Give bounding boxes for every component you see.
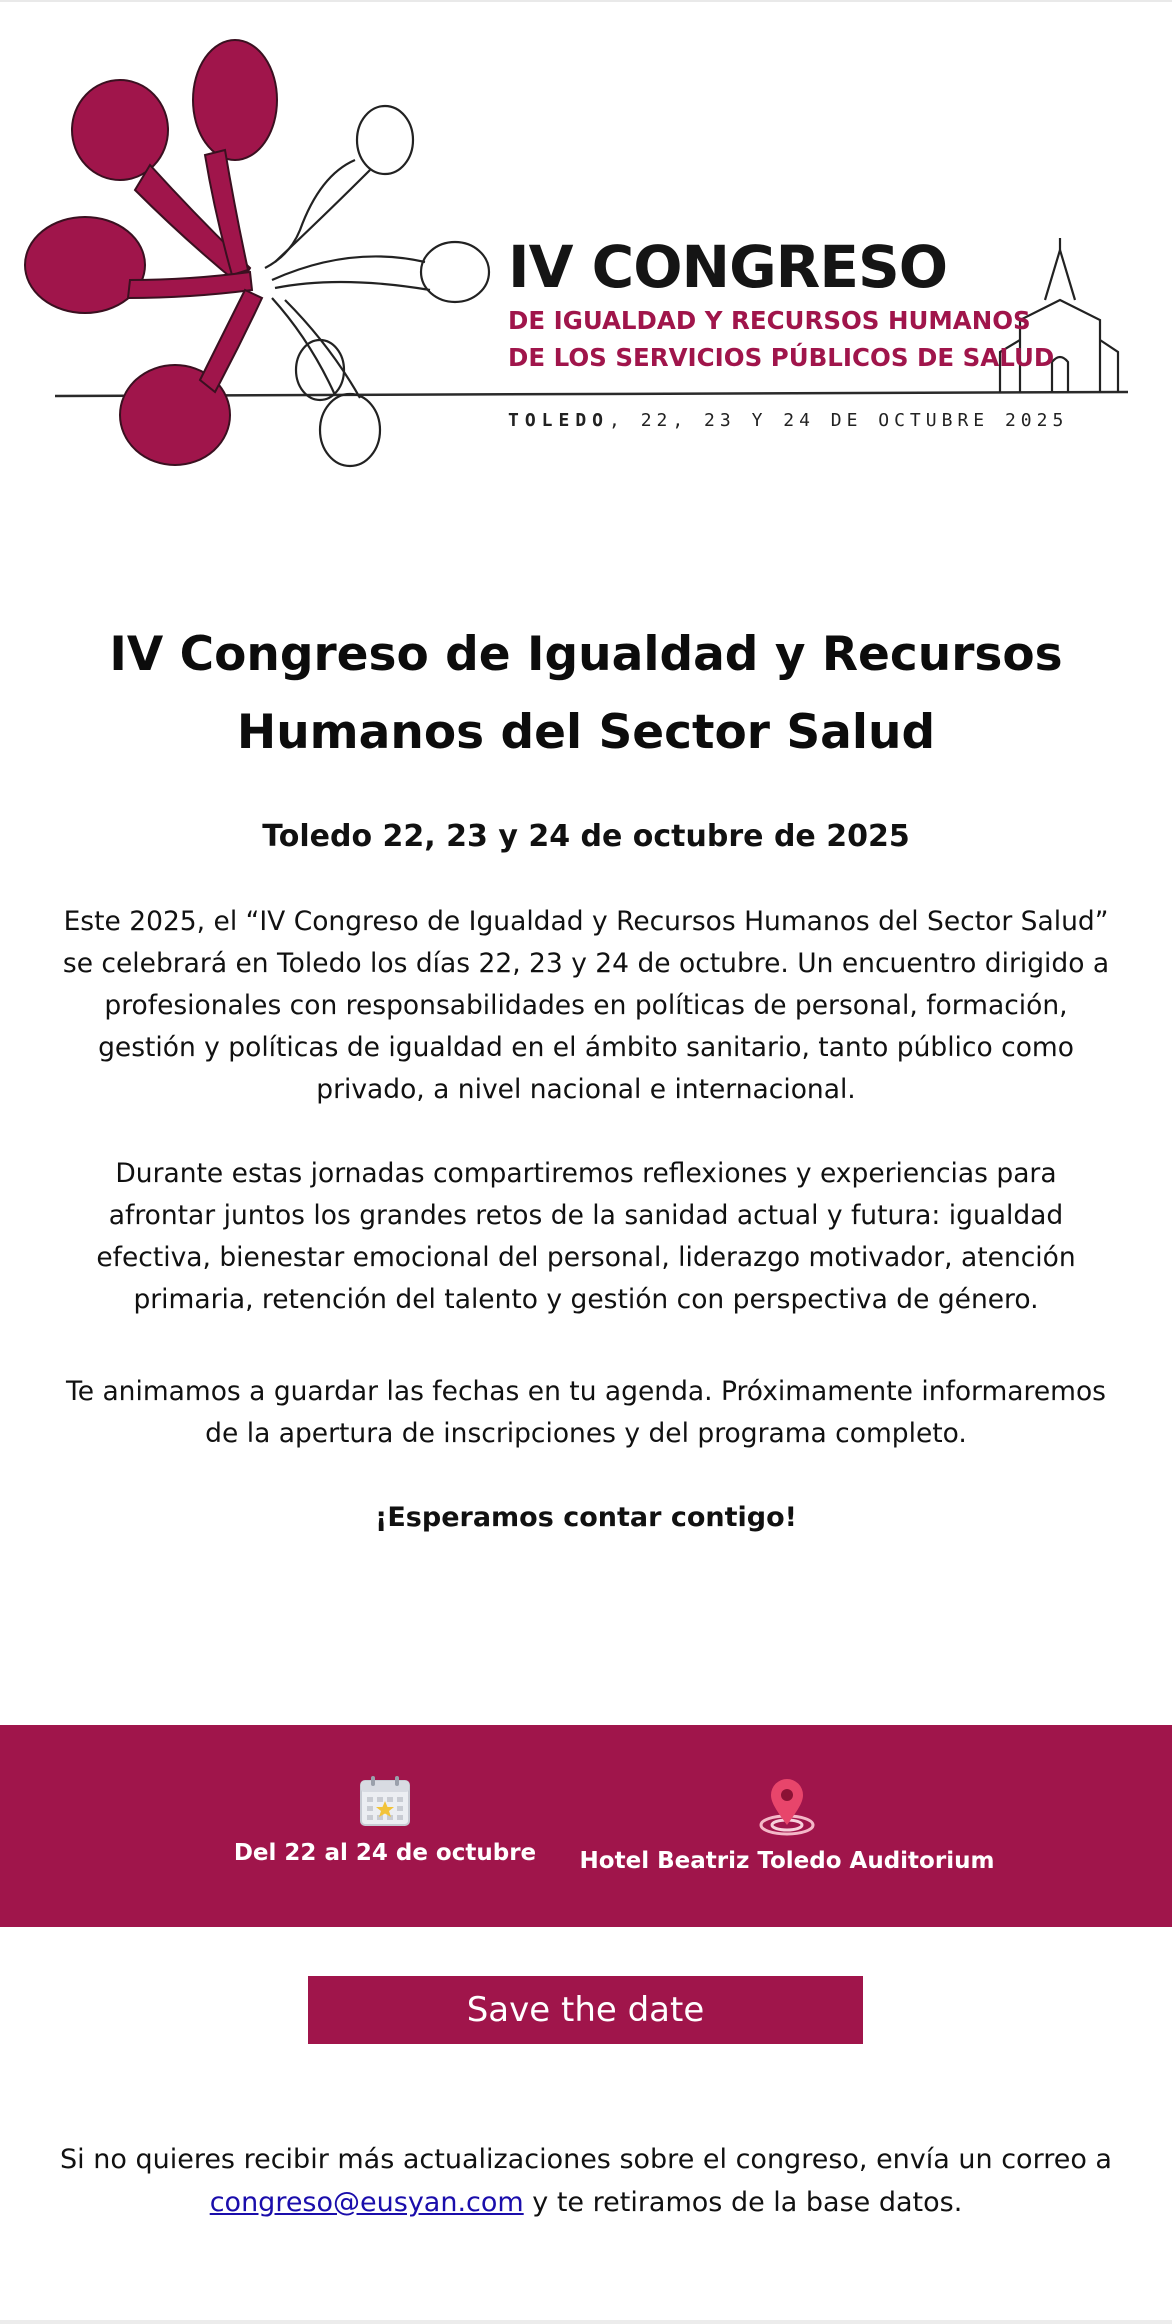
save-the-date-button[interactable]: Save the date — [308, 1976, 863, 2044]
logo-city: TOLEDO — [508, 410, 610, 431]
event-location-info — [570, 1773, 1004, 1877]
unsubscribe-note — [40, 2138, 1132, 2224]
event-dates-heading: Toledo 22, 23 y 24 de octubre de 2025 — [262, 819, 910, 854]
logo-dates: , 22, 23 Y 24 DE OCTUBRE 2025 — [609, 410, 1069, 431]
save-dates-paragraph: Te animamos a guardar las fechas en tu agenda. Próximamente informaremos de la apertura de inscripciones y del programa completo. — [66, 1376, 1106, 1449]
event-date-label: Del 22 al 24 de octubre — [233, 1840, 537, 1866]
calendar-icon — [357, 1773, 413, 1829]
contact-email-link[interactable]: congreso@eusyan.com — [209, 2187, 524, 2218]
logo-subtitle-line-1: DE IGUALDAD Y RECURSOS HUMANOS — [508, 306, 1031, 335]
event-date-info — [230, 1773, 540, 1869]
map-pin-icon — [755, 1773, 819, 1837]
main-title: IV Congreso de Igualdad y Recursos Humanos del Sector Salud — [109, 627, 1063, 760]
event-info-band — [0, 1725, 1172, 1927]
topics-paragraph: Durante estas jornadas compartiremos reflexiones y experiencias para afrontar juntos los grandes retos de la sanidad actual y futura: igualdad efectiva, bienestar emocional del personal, liderazgo motivador, atención primaria, retención del talento y gestión con perspectiva de género. — [96, 1158, 1076, 1315]
logo-location-dates — [508, 410, 1068, 431]
unsubscribe-text-start: Si no quieres recibir más actualizaciones sobre el congreso, envía un correo a — [60, 2144, 1112, 2175]
bottom-divider — [0, 2320, 1172, 2324]
header-banner — [0, 0, 1172, 500]
unsubscribe-text-end: y te retiramos de la base datos. — [523, 2187, 963, 2218]
logo-title: IV CONGRESO — [508, 233, 948, 301]
event-location-label: Hotel Beatriz Toledo Auditorium — [579, 1848, 995, 1874]
closing-line: ¡Esperamos contar contigo! — [375, 1502, 797, 1533]
logo-subtitle-line-2: DE LOS SERVICIOS PÚBLICOS DE SALUD — [508, 343, 1055, 372]
intro-paragraph: Este 2025, el “IV Congreso de Igualdad y Recursos Humanos del Sector Salud” se celebrará en Toledo los días 22, 23 y 24 de octubre. Un encuentro dirigido a profesionales con responsabilidades en políticas de personal, formación, gestión y políticas de igualdad en el ámbito sanitario, tanto público como privado, a nivel nacional e internacional. — [62, 906, 1110, 1105]
